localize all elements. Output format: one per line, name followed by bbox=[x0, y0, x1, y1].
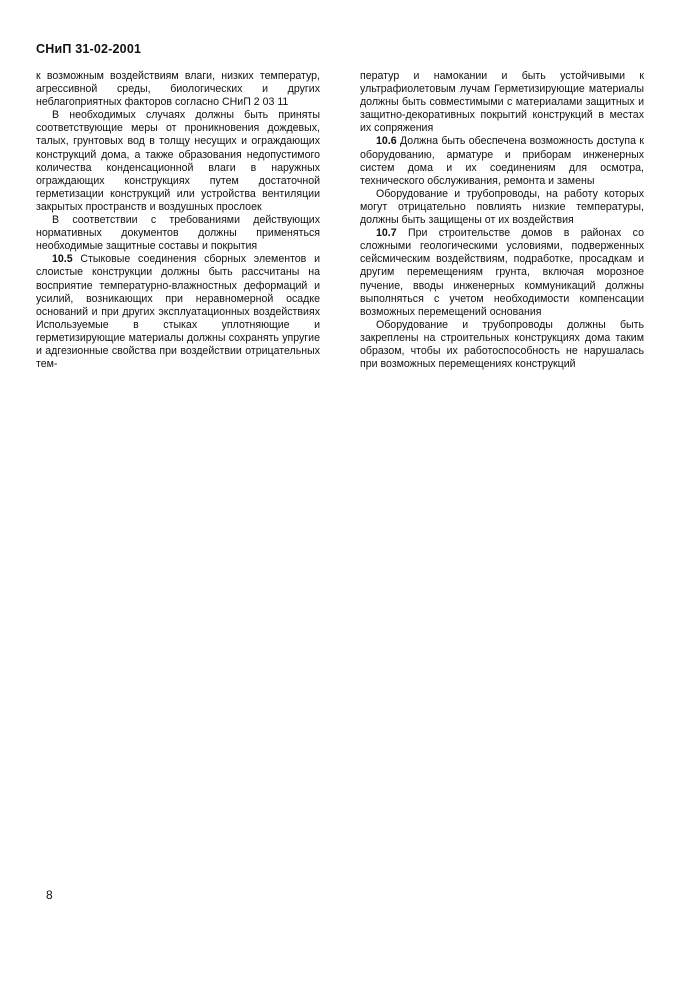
paragraph-continuation: к возможным воздействиям влаги, низких температур, агрессивной среды, биологических и других неблагоприятных факторов согласно СНиП 2 03 11 bbox=[36, 70, 320, 109]
clause-text: При строительстве домов в районах со сложными геологическими условиями, подверженных сейсмическим воздействиям, подработке, просадкам и другим перемещениям грунта, включая морозное пучение, вводы инженерных коммуникаций должны выполняться с учетом необходимости компенсации возможных перемещений основания bbox=[360, 227, 644, 318]
paragraph: Оборудование и трубопроводы, на работу которых могут отрицательно повлиять низкие температуры, должны быть защищены от их воздействия bbox=[360, 187, 644, 227]
clause-10-6 bbox=[360, 135, 644, 187]
page-number: 8 bbox=[46, 888, 53, 902]
right-text-column bbox=[360, 70, 644, 371]
paragraph: В необходимых случаях должны быть приняты соответствующие меры от проникновения дождевых, талых, грунтовых вод в толщу несущих и ограждающих конструкций дома, а также образования недопустимого количества конденсационной влаги в наружных ограждающих конструкциях путем достаточной герметизации конструкций или устройства вентиляции закрытых пространств и воздушных прослоек bbox=[36, 109, 320, 213]
paragraph-continuation: ператур и намокании и быть устойчивыми к ультрафиолетовым лучам Герметизирующие материалы должны быть совместимыми с материалами защитных и защитно-декоративных покрытий конструкций в местах их сопряжения bbox=[360, 70, 644, 135]
clause-10-5 bbox=[36, 253, 320, 371]
paragraph: В соответствии с требованиями действующих нормативных документов должны применяться необходимые защитные составы и покрытия bbox=[36, 214, 320, 253]
paragraph: Оборудование и трубопроводы должны быть закреплены на строительных конструкциях дома таким образом, чтобы их работоспособность не нарушалась при возможных перемещениях конструкций bbox=[360, 318, 644, 371]
clause-10-7 bbox=[360, 227, 644, 319]
clause-text: Стыковые соединения сборных элементов и слоистые конструкции должны быть рассчитаны на восприятие температурно-влажностных деформаций и усилий, возникающих при неравномерной осадке оснований и при других эксплуатационных воздействиях Используемые в стыках уплотняющие и герметизирующие материалы должны сохранять упругие и адгезионные свойства при воздействии отрицательных тем- bbox=[36, 253, 320, 371]
document-code-header: СНиП 31-02-2001 bbox=[36, 42, 142, 56]
clause-number: 10.7 bbox=[376, 227, 397, 240]
left-text-column bbox=[36, 70, 320, 371]
clause-number: 10.5 bbox=[52, 253, 73, 266]
clause-text: Должна быть обеспечена возможность доступа к оборудованию, арматуре и приборам инженерных систем дома и их соединениям для осмотра, технического обслуживания, ремонта и замены bbox=[360, 135, 644, 187]
clause-number: 10.6 bbox=[376, 135, 397, 148]
